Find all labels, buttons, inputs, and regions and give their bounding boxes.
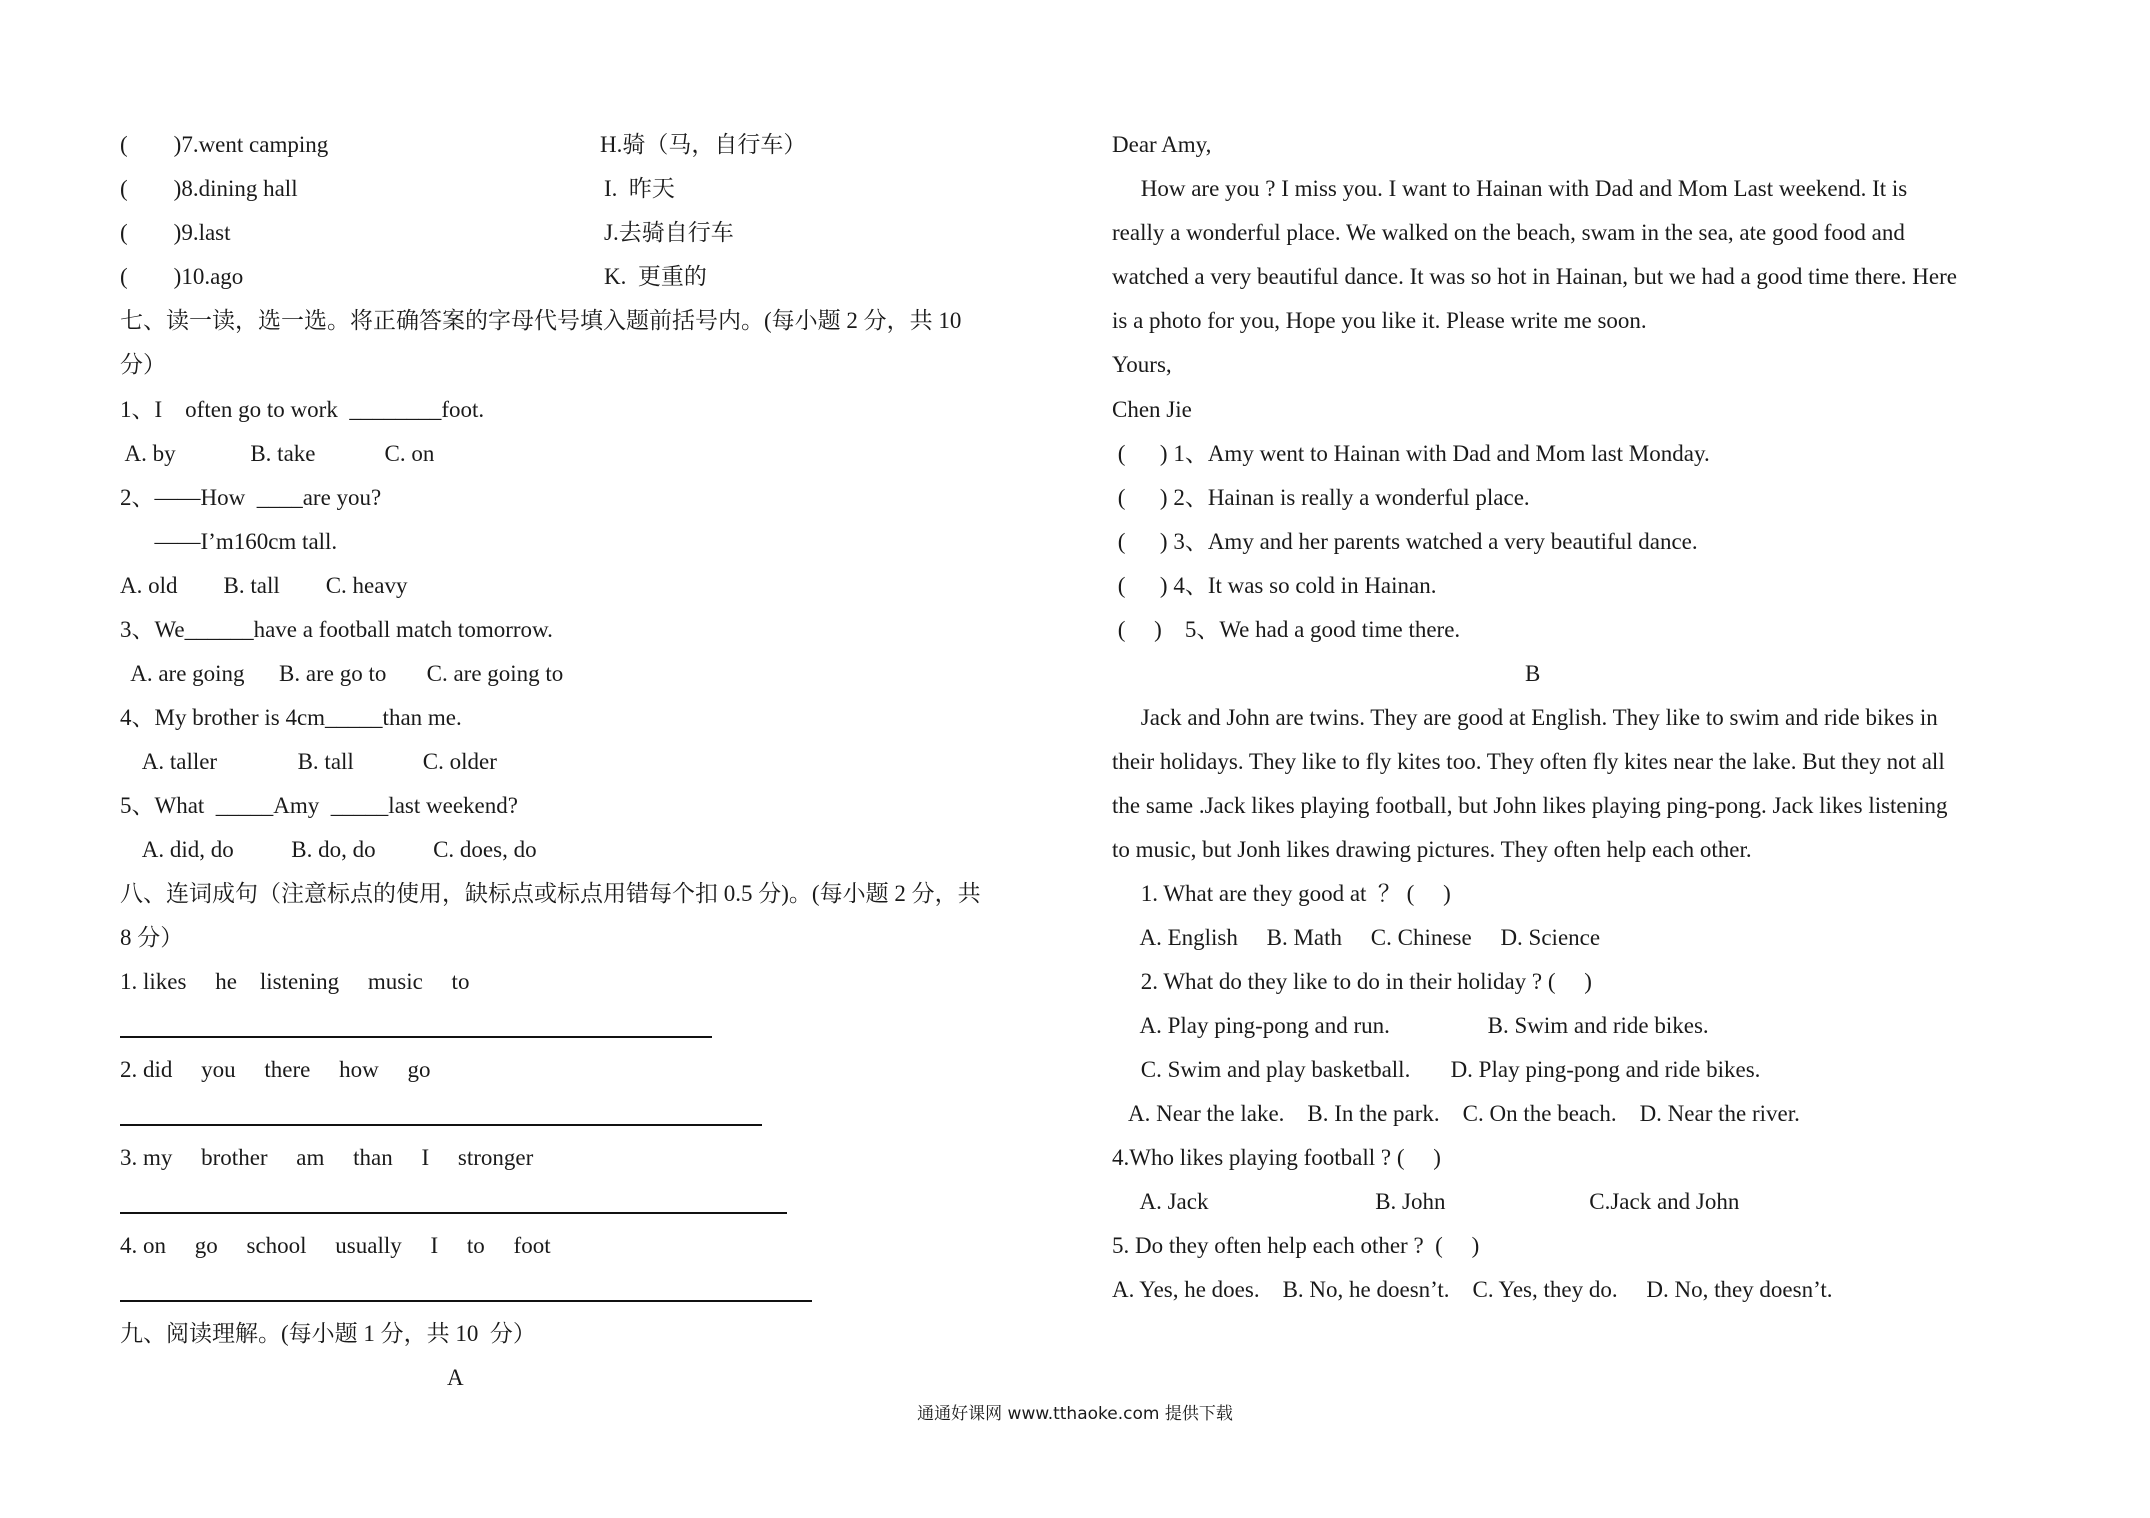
match-row-9-num: ( )9.last: [120, 220, 231, 245]
section7-heading-cont: 分）: [120, 352, 166, 377]
question-3: 3、We______have a football match tomorrow.: [120, 617, 553, 642]
question-2-answer: ——I’m160cm tall.: [120, 529, 338, 554]
page-footer: 通通好课网 www.tthaoke.com 提供下载: [917, 1404, 1233, 1424]
match-row-8-num: ( )8.dining hall: [120, 176, 298, 201]
answer-line-1[interactable]: [120, 1036, 712, 1038]
true-false-5: ( ) 5、We had a good time there.: [1112, 617, 1461, 642]
answer-line-2[interactable]: [120, 1124, 762, 1126]
true-false-4: ( ) 4、It was so cold in Hainan.: [1112, 573, 1437, 598]
answer-line-4[interactable]: [120, 1300, 812, 1302]
match-row-10-meaning: K. 更重的: [604, 264, 707, 289]
question-4: 4、My brother is 4cm_____than me.: [120, 705, 462, 730]
b-question-4-options: A. Jack B. John C.Jack and John: [1112, 1189, 1740, 1214]
question-5: 5、What _____Amy _____last weekend?: [120, 793, 518, 818]
question-5-options: A. did, do B. do, do C. does, do: [120, 837, 537, 862]
match-row-7-num: ( )7.went camping: [120, 132, 329, 157]
b-question-2-options-ab: A. Play ping-pong and run. B. Swim and ride bikes.: [1112, 1013, 1709, 1038]
b-question-2: 2. What do they like to do in their holiday ? ( ): [1112, 969, 1592, 994]
letter-line-3: watched a very beautiful dance. It was so hot in Hainan, but we had a good time there. Here: [1112, 264, 1957, 289]
true-false-2: ( ) 2、Hainan is really a wonderful place.: [1112, 485, 1530, 510]
question-3-options: A. are going B. are go to C. are going to: [120, 661, 564, 686]
b-question-5-options: A. Yes, he does. B. No, he doesn’t. C. Yes, they do. D. No, they doesn’t.: [1112, 1277, 1833, 1302]
sentence-4-words: 4. on go school usually I to foot: [120, 1233, 551, 1258]
letter-greeting: Dear Amy,: [1112, 132, 1212, 157]
letter-line-4: is a photo for you, Hope you like it. Please write me soon.: [1112, 308, 1647, 333]
section8-heading: 八、连词成句（注意标点的使用，缺标点或标点用错每个扣 0.5 分)。(每小题 2 分，共: [120, 881, 981, 906]
letter-signature: Chen Jie: [1112, 397, 1192, 422]
question-4-options: A. taller B. tall C. older: [120, 749, 497, 774]
letter-line-2: really a wonderful place. We walked on the beach, swam in the sea, ate good food and: [1112, 220, 1905, 245]
b-question-1: 1. What are they good at ？ ( ): [1112, 881, 1451, 906]
sentence-2-words: 2. did you there how go: [120, 1057, 431, 1082]
letter-closing: Yours,: [1112, 352, 1172, 377]
true-false-1: ( ) 1、Amy went to Hainan with Dad and Mom last Monday.: [1112, 441, 1710, 466]
question-2: 2、——How ____are you?: [120, 485, 382, 510]
passage-b-line-2: their holidays. They like to fly kites too. They often fly kites near the lake. But they not all: [1112, 749, 1945, 774]
match-row-10-num: ( )10.ago: [120, 264, 244, 289]
part-a-label: A: [447, 1365, 464, 1390]
answer-line-3[interactable]: [120, 1212, 787, 1214]
b-question-1-options: A. English B. Math C. Chinese D. Science: [1112, 925, 1601, 950]
question-1: 1、I often go to work ________foot.: [120, 397, 485, 422]
question-1-options: A. by B. take C. on: [120, 441, 435, 466]
sentence-1-words: 1. likes he listening music to: [120, 969, 470, 994]
b-question-5: 5. Do they often help each other ? ( ): [1112, 1233, 1480, 1258]
passage-b-line-1: Jack and John are twins. They are good at English. They like to swim and ride bikes in: [1112, 705, 1938, 730]
b-question-2-options-cd: C. Swim and play basketball. D. Play ping-pong and ride bikes.: [1112, 1057, 1761, 1082]
b-question-4: 4.Who likes playing football ? ( ): [1112, 1145, 1441, 1170]
match-row-7-meaning: H.骑（马，自行车）: [600, 132, 807, 157]
question-2-options: A. old B. tall C. heavy: [120, 573, 408, 598]
section7-heading: 七、读一读，选一选。将正确答案的字母代号填入题前括号内。(每小题 2 分，共 10: [120, 308, 962, 333]
part-b-label: B: [1525, 661, 1541, 686]
b-question-3-options: A. Near the lake. B. In the park. C. On the beach. D. Near the river.: [1112, 1101, 1800, 1126]
passage-b-line-4: to music, but Jonh likes drawing pictures. They often help each other.: [1112, 837, 1752, 862]
sentence-3-words: 3. my brother am than I stronger: [120, 1145, 534, 1170]
passage-b-line-3: the same .Jack likes playing football, but John likes playing ping-pong. Jack likes listening: [1112, 793, 1948, 818]
true-false-3: ( ) 3、Amy and her parents watched a very beautiful dance.: [1112, 529, 1698, 554]
letter-line-1: How are you ? I miss you. I want to Hainan with Dad and Mom Last weekend. It is: [1112, 176, 1908, 201]
match-row-8-meaning: I. 昨天: [604, 176, 675, 201]
section8-heading-cont: 8 分）: [120, 925, 184, 950]
match-row-9-meaning: J.去骑自行车: [604, 220, 734, 245]
section9-heading: 九、阅读理解。(每小题 1 分，共 10 分）: [120, 1321, 536, 1346]
